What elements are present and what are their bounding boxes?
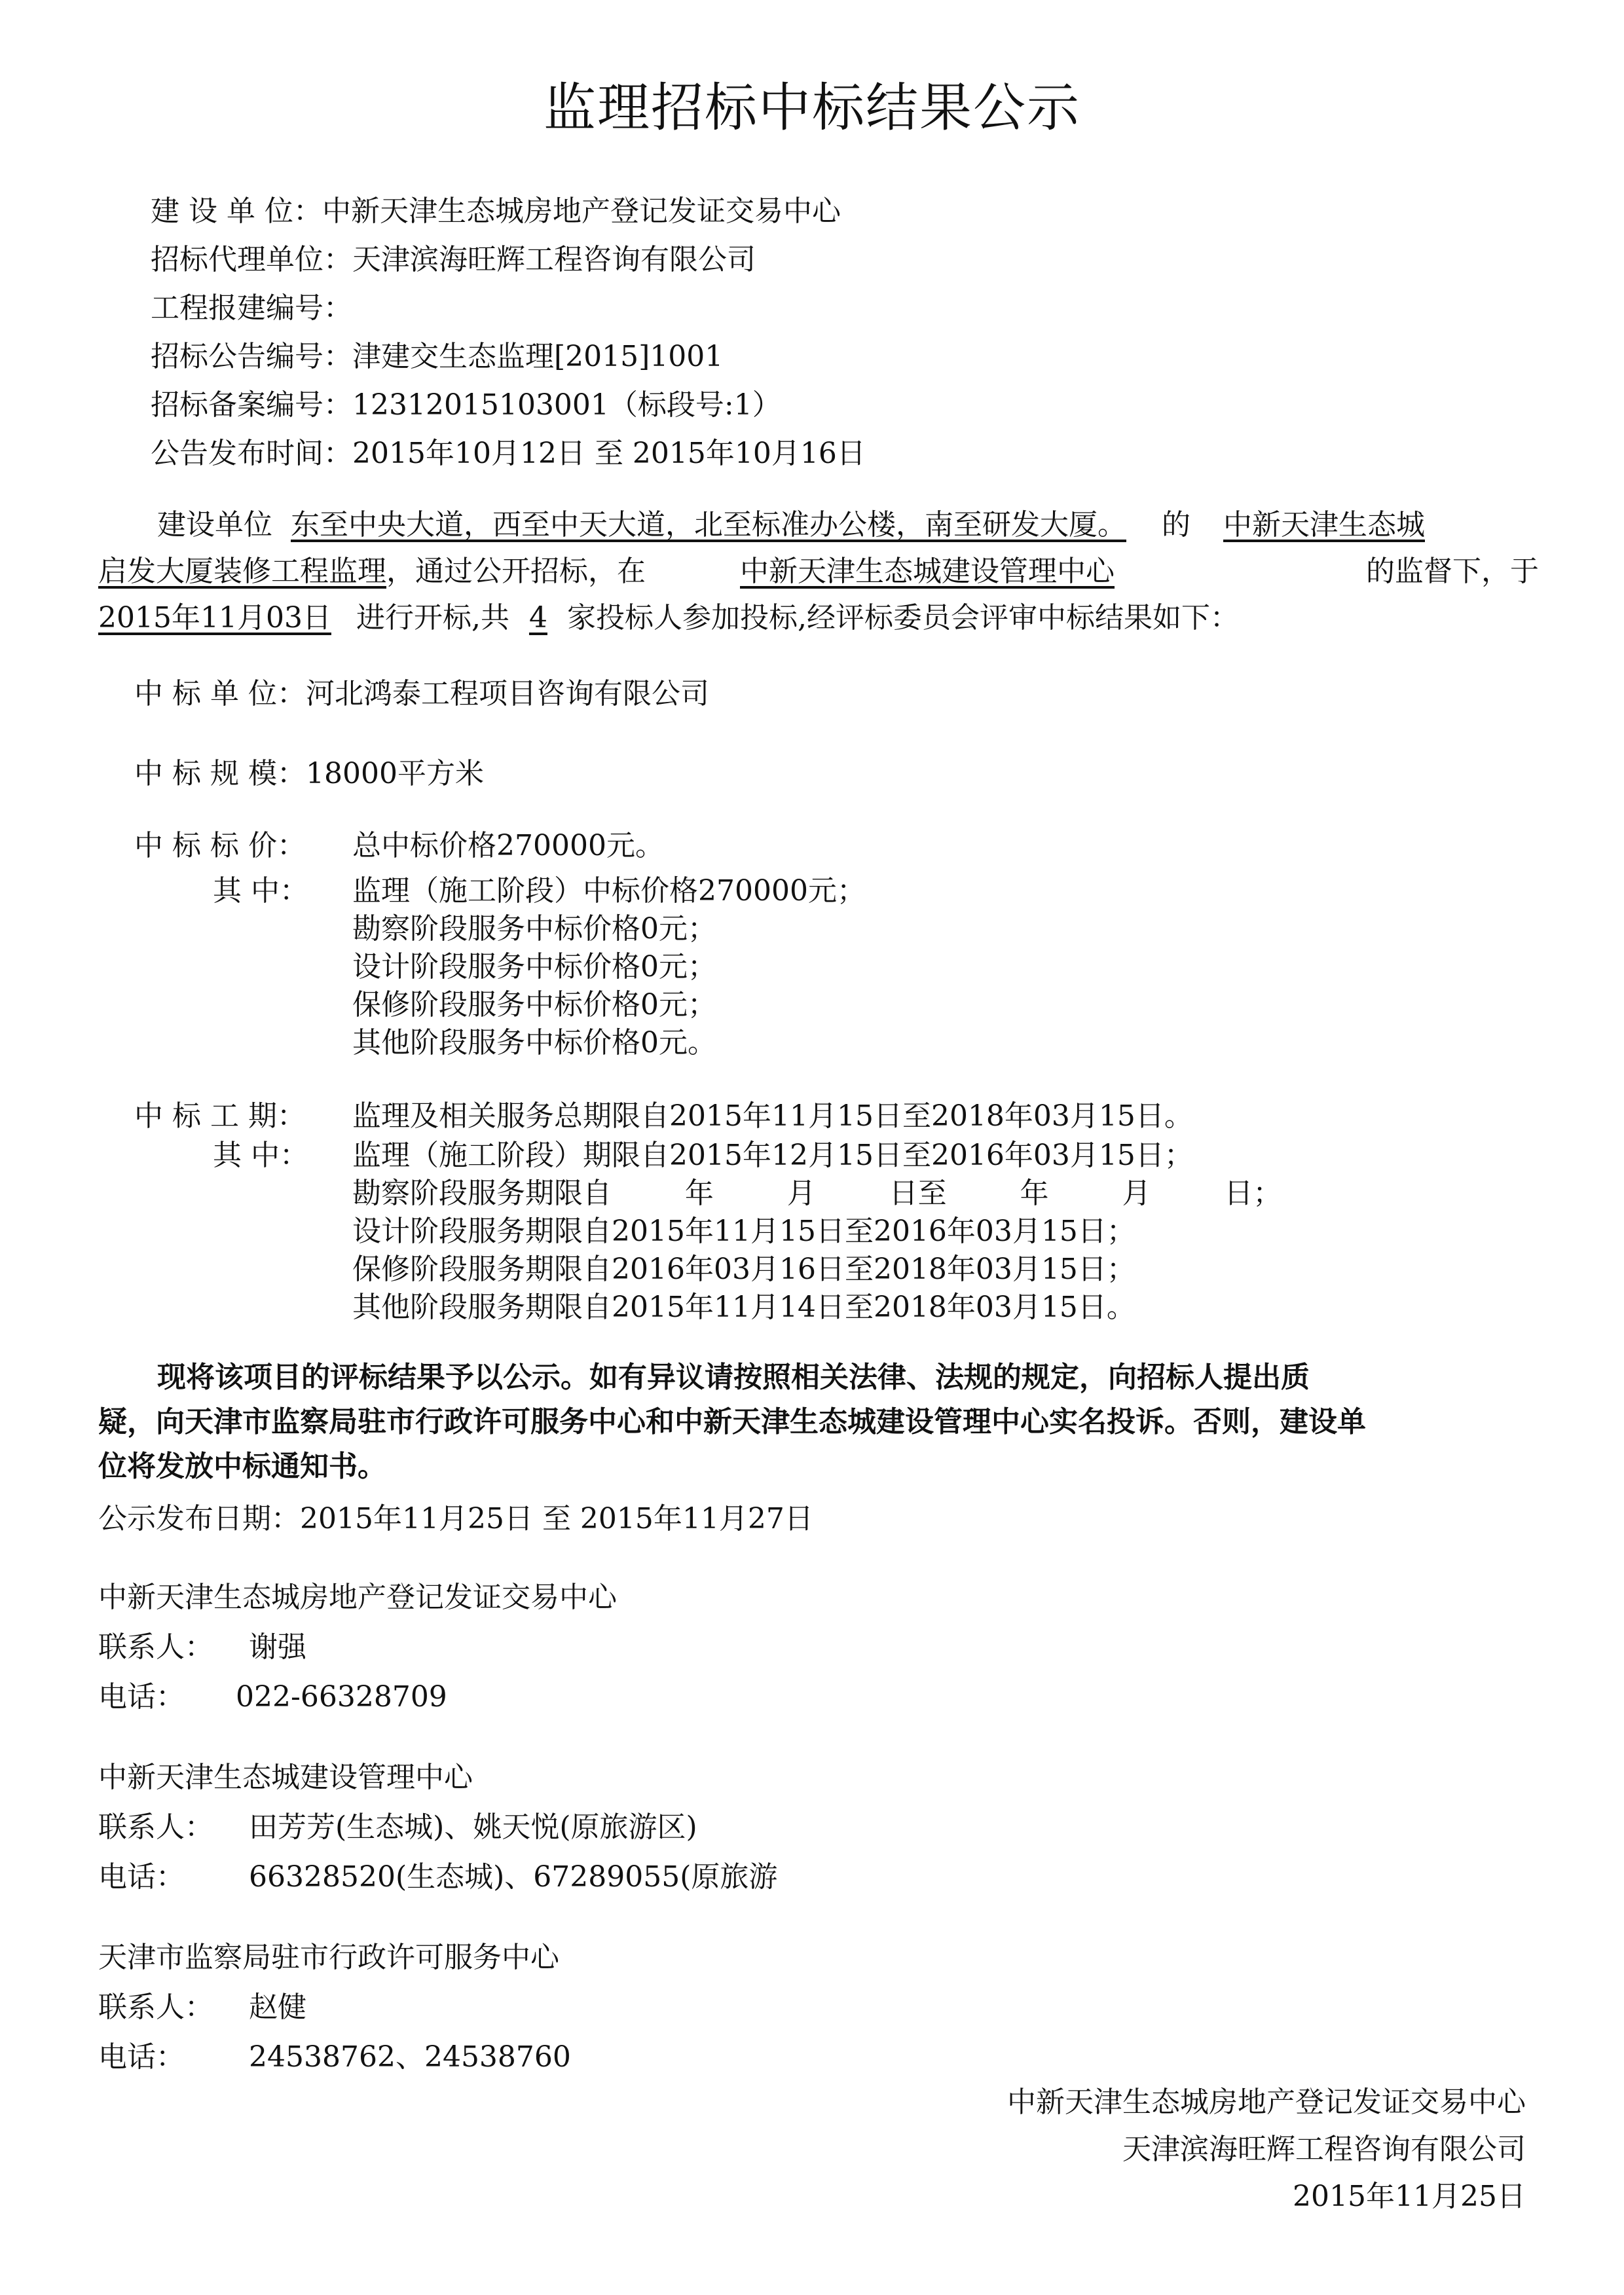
contact-phone: 66328520(生态城)、67289055(原旅游: [249, 1860, 778, 1894]
signature-org: 中新天津生态城房地产登记发证交易中心: [1007, 2085, 1526, 2119]
period-sub-label: 其 中：: [213, 1139, 308, 1172]
intro-line-1: [157, 505, 1425, 545]
winner-value: 河北鸿泰工程项目咨询有限公司: [305, 677, 709, 710]
contact-person: 谢强: [249, 1630, 306, 1664]
period-item: 监理（施工阶段）期限自2015年12月15日至2016年03月15日；: [352, 1139, 1193, 1172]
bidder-count: 4: [528, 601, 547, 634]
price-label: 中 标 标 价：: [134, 829, 306, 862]
contact-org: 中新天津生态城房地产登记发证交易中心: [98, 1581, 617, 1614]
signature-block: [1007, 2079, 1526, 2220]
opening-date: 2015年11月03日: [98, 601, 331, 634]
notice-line: 现将该项目的评标结果予以公示。如有异议请按照相关法律、法规的规定，向招标人提出质: [157, 1361, 1310, 1394]
supervising-authority: 中新天津生态城建设管理中心: [740, 555, 1115, 588]
info-row-builder: [151, 192, 866, 240]
info-block: [151, 192, 866, 483]
contact-phone-row: [98, 1858, 777, 1907]
contact-phone-label: 电话：: [98, 1680, 185, 1714]
contact-block: [98, 1938, 571, 2087]
info-row-agent: [151, 240, 866, 289]
info-value: 天津滨海旺辉工程咨询有限公司: [352, 243, 756, 276]
intro-text: 的: [1162, 508, 1190, 542]
info-label: 建 设 单 位：: [151, 194, 322, 228]
contact-person-row: [98, 1988, 571, 2038]
scale-row: [134, 754, 484, 794]
intro-line-2: [98, 552, 1539, 591]
contact-phone: 022-66328709: [236, 1680, 447, 1714]
intro-line-3: [98, 598, 1239, 638]
contact-org: 中新天津生态城建设管理中心: [98, 1761, 473, 1794]
period-item: 设计阶段服务期限自2015年11月15日至2016年03月15日；: [352, 1215, 1135, 1248]
contact-block: [98, 1758, 777, 1907]
period-label: 中 标 工 期：: [134, 1099, 306, 1133]
price-item: 勘察阶段服务中标价格0元；: [352, 912, 716, 946]
contact-person-row: [98, 1628, 617, 1678]
contact-person-row: [98, 1808, 777, 1858]
page-title: 监理招标中标结果公示: [544, 77, 1080, 138]
contact-phone-label: 电话：: [98, 2040, 185, 2074]
price-item: 设计阶段服务中标价格0元；: [352, 950, 716, 983]
publish-date: 公示发布日期：2015年11月25日 至 2015年11月27日: [98, 1502, 813, 1535]
project-name: 中新天津生态城: [1223, 508, 1425, 542]
contact-phone-label: 电话：: [98, 1860, 185, 1894]
info-label: 招标备案编号：: [151, 388, 352, 422]
price-item: 监理（施工阶段）中标价格270000元；: [352, 874, 866, 908]
contact-block: [98, 1578, 617, 1727]
info-value: 2015年10月12日 至 2015年10月16日: [352, 437, 866, 470]
info-label: 公告发布时间：: [151, 437, 352, 470]
period-item: 保修阶段服务期限自2016年03月16日至2018年03月15日；: [352, 1253, 1135, 1286]
price-sub-label: 其 中：: [213, 874, 308, 908]
notice-line: 位将发放中标通知书。: [98, 1450, 386, 1483]
info-value: 12312015103001（标段号:1）: [352, 388, 781, 422]
notice-line: 疑，向天津市监察局驻市行政许可服务中心和中新天津生态城建设管理中心实名投诉。否则，建设单: [98, 1405, 1366, 1439]
contact-phone: 24538762、24538760: [249, 2040, 571, 2074]
period-items: [352, 1136, 1282, 1326]
period-total: 监理及相关服务总期限自2015年11月15日至2018年03月15日。: [352, 1099, 1193, 1133]
scale-label: 中 标 规 模：: [134, 757, 306, 790]
notice-paragraph: [98, 1355, 1366, 1489]
signature-date: 2015年11月25日: [1293, 2180, 1526, 2213]
info-value: 中新天津生态城房地产登记发证交易中心: [322, 194, 841, 228]
project-name: 启发大厦装修工程监理: [98, 555, 386, 588]
intro-text: 建设单位: [157, 508, 272, 542]
intro-text: 的监督下，于: [1366, 555, 1539, 588]
info-label: 招标代理单位：: [151, 243, 352, 276]
info-row-filing-number: [151, 386, 866, 434]
period-item: 勘察阶段服务期限自 年 月 日至 年 月 日；: [352, 1177, 1282, 1210]
contact-org: 天津市监察局驻市行政许可服务中心: [98, 1941, 559, 1974]
contact-person-label: 联系人：: [98, 1810, 213, 1844]
contact-person: 田芳芳(生态城)、姚天悦(原旅游区): [249, 1810, 697, 1844]
winner-row: [134, 674, 709, 714]
price-items: [352, 872, 866, 1061]
intro-text: 进行开标,共: [356, 601, 509, 634]
info-label: 工程报建编号：: [151, 291, 352, 325]
price-item: 保修阶段服务中标价格0元；: [352, 988, 716, 1021]
winner-label: 中 标 单 位：: [134, 677, 306, 710]
intro-text: ，通过公开招标，在: [386, 555, 646, 588]
info-label: 招标公告编号：: [151, 340, 352, 373]
intro-text: 家投标人参加投标,经评标委员会评审中标结果如下：: [566, 601, 1239, 634]
price-item: 其他阶段服务中标价格0元。: [352, 1026, 716, 1059]
scale-value: 18000平方米: [305, 757, 484, 790]
info-row-announcement-number: [151, 337, 866, 386]
contact-person-label: 联系人：: [98, 1630, 213, 1664]
info-value: 津建交生态监理[2015]1001: [352, 340, 724, 373]
signature-org: 天津滨海旺辉工程咨询有限公司: [1122, 2133, 1526, 2166]
contact-person-label: 联系人：: [98, 1991, 213, 2024]
contact-phone-row: [98, 1678, 617, 1727]
period-item: 其他阶段服务期限自2015年11月14日至2018年03月15日。: [352, 1291, 1135, 1324]
price-total: 总中标价格270000元。: [352, 829, 664, 862]
contact-phone-row: [98, 2038, 571, 2087]
info-row-publish-time: [151, 434, 866, 483]
info-row-project-number: [151, 289, 866, 337]
project-location: 东至中央大道，西至中天大道，北至标准办公楼，南至研发大厦。: [291, 508, 1126, 542]
contact-person: 赵健: [249, 1991, 306, 2024]
